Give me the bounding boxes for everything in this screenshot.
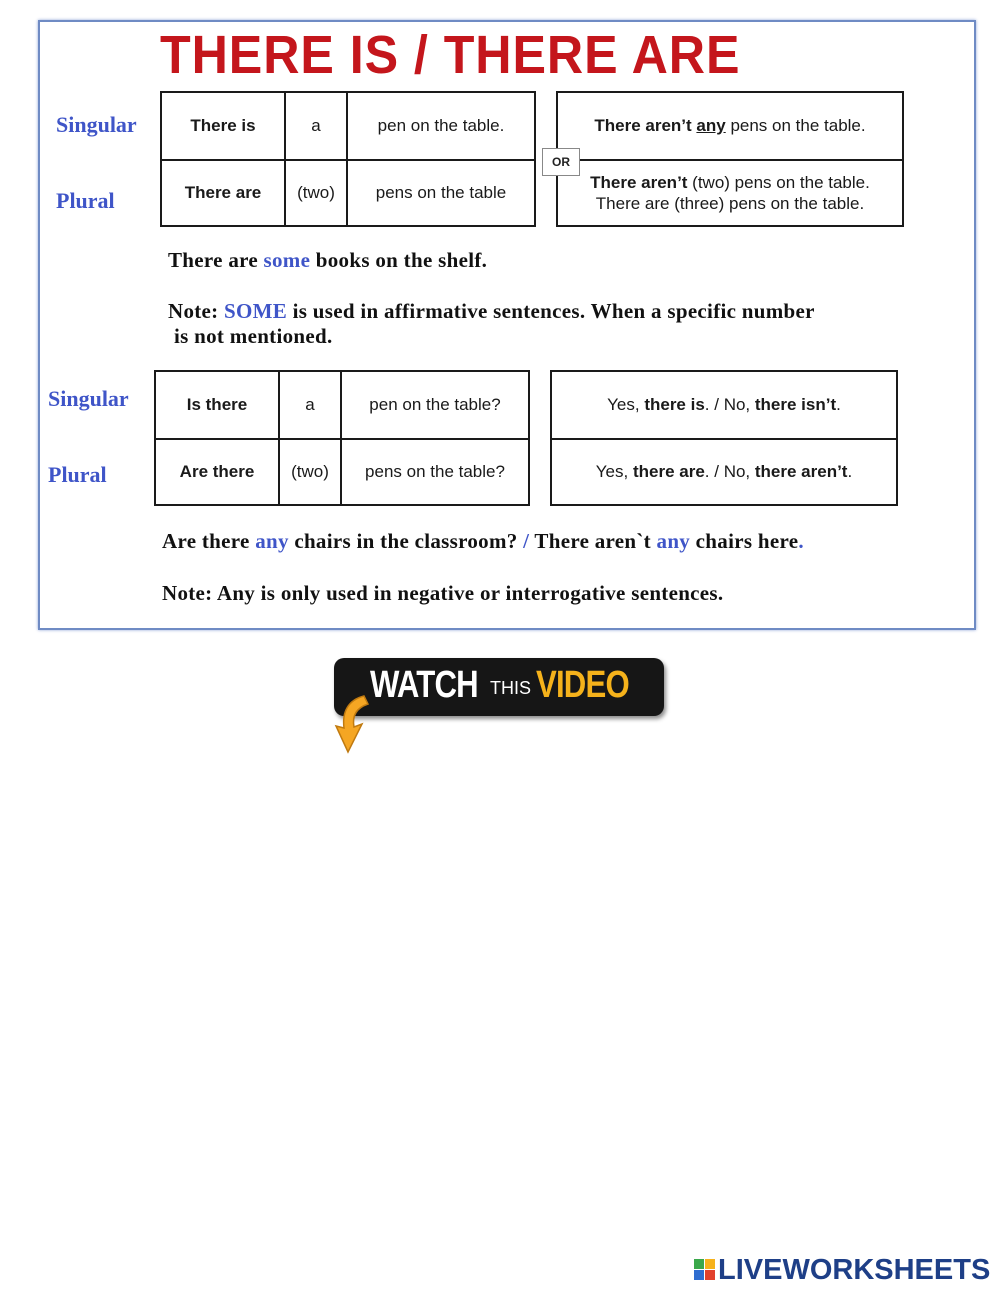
table-row <box>155 371 529 439</box>
table-row <box>557 160 903 226</box>
neg-text: (two) pens on the table. <box>687 173 870 192</box>
table-row <box>161 160 535 226</box>
table-row <box>551 439 897 505</box>
example-some <box>168 248 487 273</box>
table-row <box>155 439 529 505</box>
answers-table <box>550 370 898 506</box>
highlight: any <box>656 529 691 553</box>
singular-label: Singular <box>56 112 137 137</box>
question-table <box>154 370 530 506</box>
plural-label: Plural <box>48 462 107 487</box>
table-cell: pen on the table. <box>347 92 535 160</box>
text: Yes, <box>607 395 645 414</box>
text: There are <box>168 248 264 272</box>
table-row <box>551 371 897 439</box>
table-cell <box>557 160 903 226</box>
watch-video-button[interactable] <box>334 658 664 716</box>
table-cell: pen on the table? <box>341 371 529 439</box>
table-cell: There is <box>161 92 285 160</box>
page-title: THERE IS / THERE ARE <box>160 25 741 85</box>
neg-text: There aren’t <box>594 116 697 135</box>
logo-grid-icon <box>694 1259 716 1281</box>
text: there aren’t <box>754 462 848 481</box>
table-row <box>557 92 903 160</box>
this-text: THIS <box>490 678 532 698</box>
watch-text: WATCH <box>370 664 478 706</box>
neg-text: There aren’t <box>590 173 688 192</box>
table-cell <box>551 371 897 439</box>
logo-text: LIVEWORKSHEETS <box>718 1254 991 1286</box>
table-cell <box>557 92 903 160</box>
curved-arrow-icon <box>330 690 378 756</box>
table-cell: Is there <box>155 371 279 439</box>
negative-table <box>556 91 904 227</box>
text: There aren`t <box>529 529 657 553</box>
table-cell: (two) <box>279 439 341 505</box>
table-cell: There are <box>161 160 285 226</box>
table-row <box>161 92 535 160</box>
table-cell: pens on the table? <box>341 439 529 505</box>
table-cell <box>551 439 897 505</box>
note-some <box>168 299 815 349</box>
grammar-panel <box>38 20 976 630</box>
note-any: Note: Any is only used in negative or interrogative sentences. <box>162 581 724 605</box>
text: there are <box>632 462 705 481</box>
text: . / No, <box>704 462 755 481</box>
table-cell: pens on the table <box>347 160 535 226</box>
text: books on the shelf. <box>310 248 488 272</box>
highlight: / <box>523 529 530 553</box>
highlight: any <box>255 529 289 553</box>
example-any <box>162 529 804 554</box>
table-cell: (two) <box>285 160 347 226</box>
text: . <box>836 395 841 414</box>
neg-text: pens on the table. <box>725 116 866 135</box>
text: is used in affirmative sentences. When a specific number <box>287 299 815 323</box>
table-cell: Are there <box>155 439 279 505</box>
video-text: VIDEO <box>536 664 629 706</box>
text: . / No, <box>704 395 755 414</box>
table-cell: a <box>285 92 347 160</box>
text: is not mentioned. <box>174 324 333 348</box>
neg-text: There are (three) pens on the table. <box>595 194 865 213</box>
affirmative-table <box>160 91 536 227</box>
or-badge: OR <box>542 148 580 176</box>
text: chairs in the classroom? <box>288 529 524 553</box>
plural-label: Plural <box>56 188 115 213</box>
neg-any: any <box>696 116 726 135</box>
highlight: some <box>263 248 311 272</box>
text: Are there <box>162 529 256 553</box>
text: Note: <box>168 299 225 323</box>
highlight: SOME <box>224 299 288 323</box>
text: Yes, <box>595 462 633 481</box>
singular-label: Singular <box>48 386 129 411</box>
text: chairs here <box>690 529 799 553</box>
text: there is <box>644 395 705 414</box>
highlight: . <box>798 529 804 553</box>
text: there isn’t <box>754 395 837 414</box>
table-cell: a <box>279 371 341 439</box>
text: . <box>847 462 853 481</box>
